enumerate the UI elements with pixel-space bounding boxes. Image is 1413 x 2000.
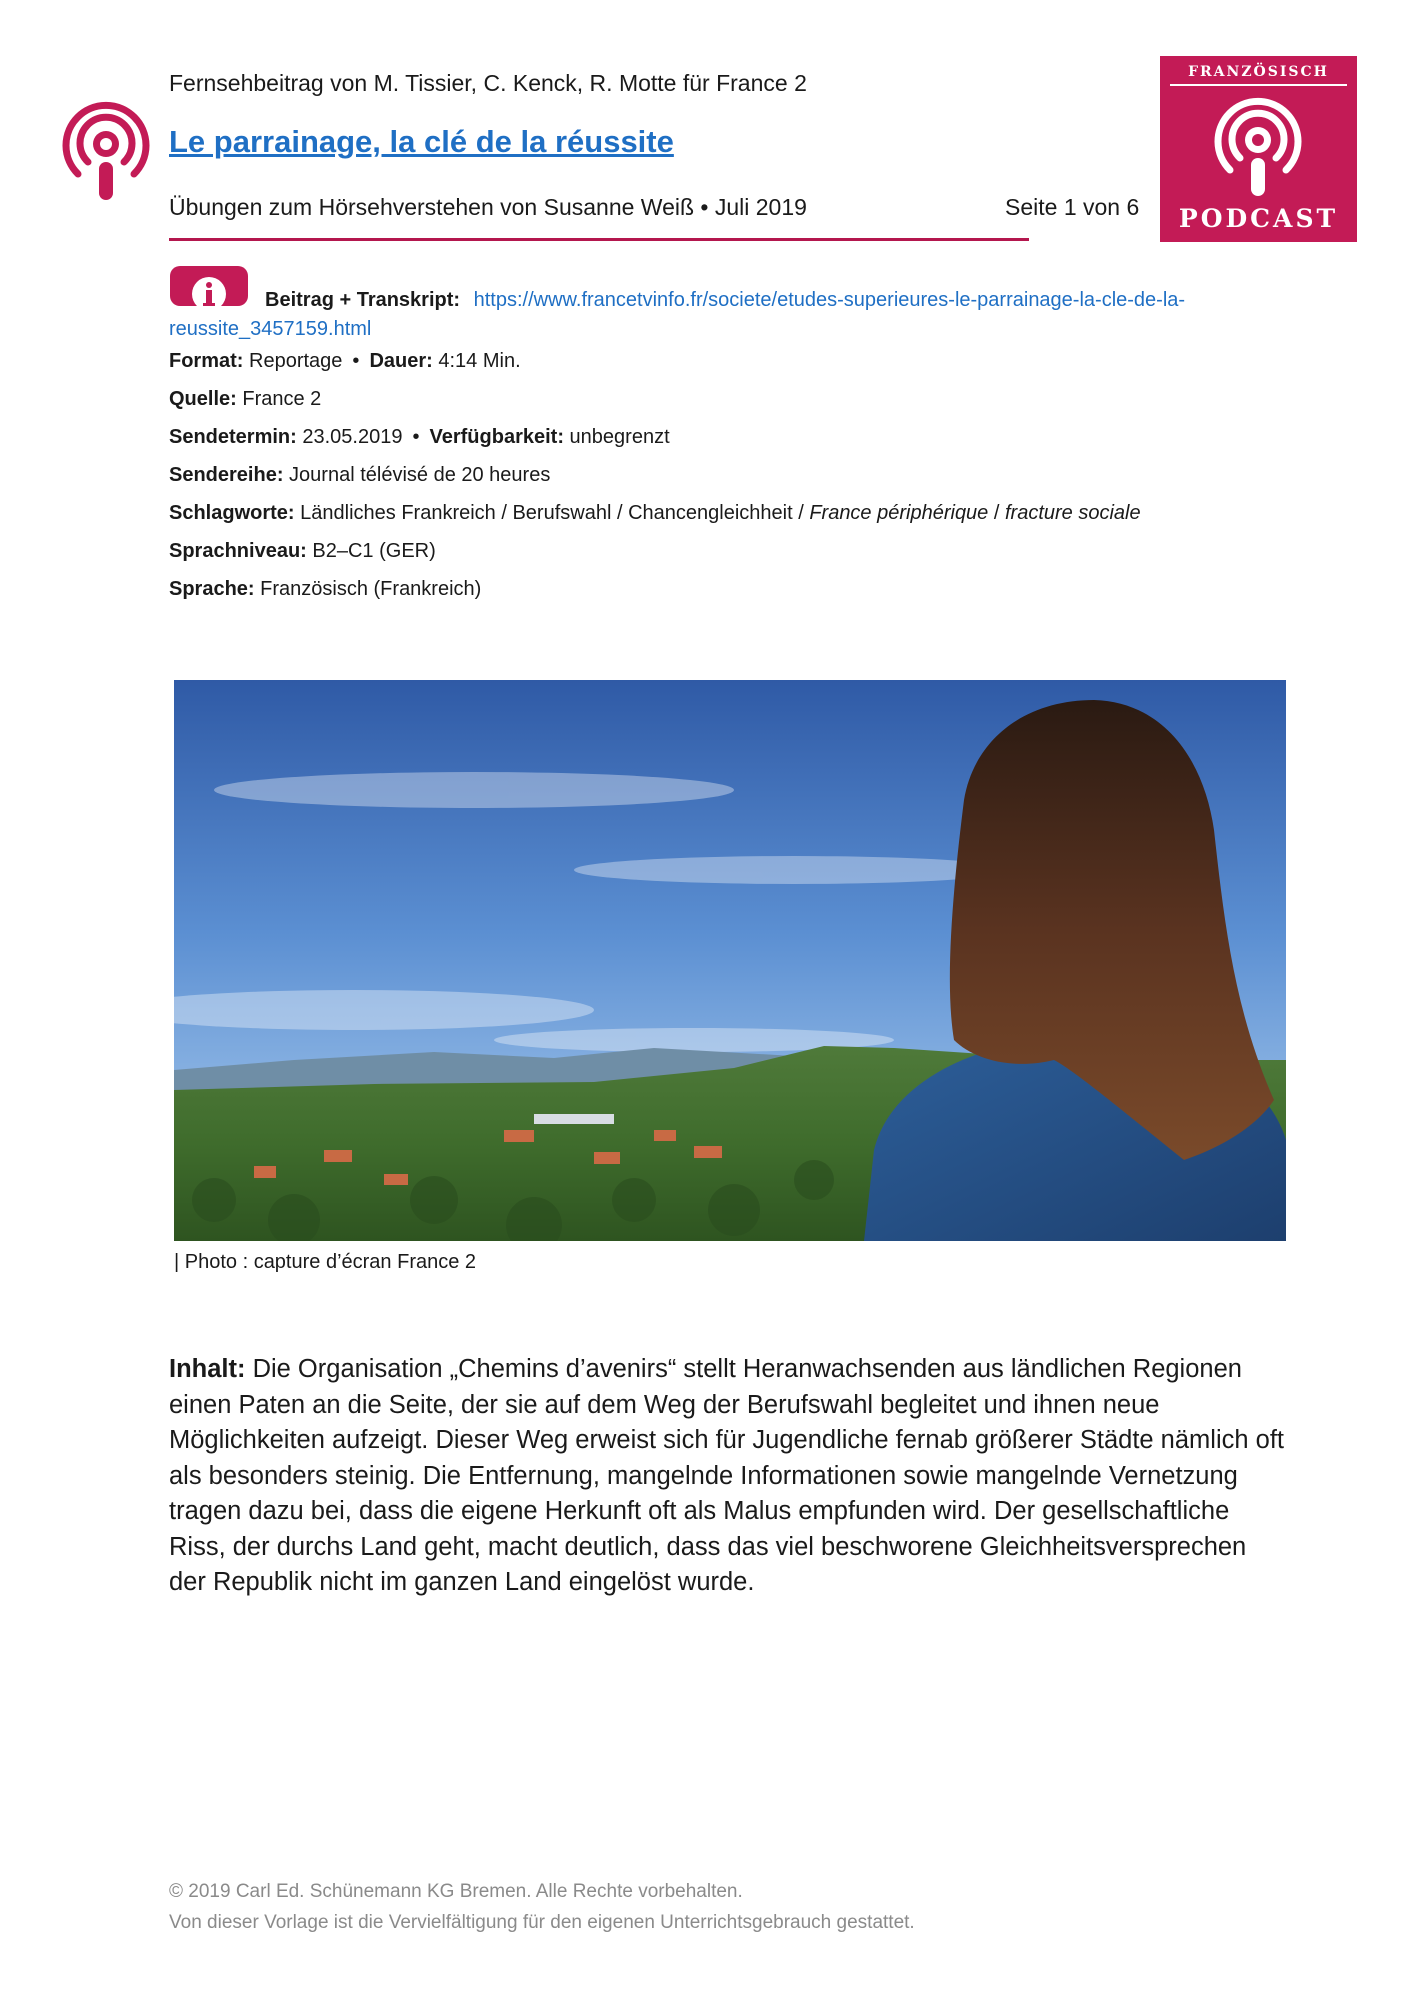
footer-license: Von dieser Vorlage ist die Vervielfältigung für den eigenen Unterrichtsgebrauch gestattet.	[169, 1912, 915, 1933]
meta-bullet: •	[412, 426, 420, 448]
podcast-icon	[1212, 96, 1304, 200]
meta-series-value: Journal télévisé de 20 heures	[289, 464, 551, 486]
meta-keywords-plain: Ländliches Frankreich / Berufswahl / Chancengleichheit /	[300, 502, 810, 524]
badge-top-label: FRANZÖSISCH	[1188, 64, 1329, 80]
info-icon	[170, 266, 248, 312]
transcript-link-continued[interactable]: reussite_3457159.html	[169, 318, 372, 340]
meta-duration-value: 4:14 Min.	[438, 350, 521, 372]
meta-broadcast-row	[169, 424, 670, 450]
meta-series-row	[169, 462, 550, 488]
meta-availability-label: Verfügbarkeit:	[429, 426, 564, 448]
podcast-icon	[60, 100, 152, 204]
badge-divider	[1170, 84, 1347, 86]
meta-level-row	[169, 538, 436, 564]
meta-language-label: Sprache:	[169, 578, 255, 600]
meta-duration-label: Dauer:	[369, 350, 433, 372]
badge-bottom-label: PODCAST	[1178, 204, 1339, 233]
meta-format-row	[169, 348, 521, 374]
page-title-link[interactable]: Le parrainage, la clé de la réussite	[169, 124, 674, 159]
footer-copyright: © 2019 Carl Ed. Schünemann KG Bremen. Alle Rechte vorbehalten.	[169, 1881, 743, 1902]
meta-keywords-separator: /	[988, 502, 1005, 524]
meta-keyword-italic: fracture sociale	[1004, 502, 1141, 524]
meta-broadcast-label: Sendetermin:	[169, 426, 297, 448]
exercise-subtitle: Übungen zum Hörsehverstehen von Susanne Weiß • Juli 2019	[169, 194, 807, 220]
header-divider	[169, 238, 1029, 241]
meta-keywords-row	[169, 500, 1141, 526]
meta-keyword-italic: France périphérique	[809, 502, 989, 524]
meta-source-row	[169, 386, 321, 412]
meta-link-label: Beitrag + Transkript:	[265, 289, 461, 311]
transcript-link[interactable]: https://www.francetvinfo.fr/societe/etudes-superieures-le-parrainage-la-cle-de-la-	[473, 289, 1186, 311]
photo-caption: | Photo : capture d’écran France 2	[174, 1251, 477, 1273]
meta-format-label: Format:	[169, 350, 244, 372]
meta-format-value: Reportage	[249, 350, 343, 372]
meta-series-label: Sendereihe:	[169, 464, 284, 486]
podcast-badge-logo	[1160, 56, 1357, 242]
page-indicator: Seite 1 von 6	[1005, 194, 1140, 220]
meta-language-value: Französisch (Frankreich)	[260, 578, 482, 600]
meta-bullet: •	[352, 350, 360, 372]
content-label: Inhalt:	[169, 1355, 246, 1383]
content-text: Die Organisation „Chemins d’avenirs“ stellt Heranwachsenden aus ländlichen Regionen einen Paten an die Seite, der sie auf dem Weg der Berufswahl begleitet und ihnen neue Möglichkeiten aufzeigt. Dieser Weg erweist sich für Jugendliche fernab größerer Städte nämlich oft als besonders steinig. Die Entfernung, mangelnde Informationen sowie mangelnde Vernetzung tragen dazu bei, dass die eigene Herkunft oft als Malus empfunden wird. Der gesellschaftliche Riss, der durchs Land geht, macht deutlich, dass das viel beschworene Gleichheitsversprechen der Republik nicht im ganzen Land eingelöst wurde.	[169, 1355, 1284, 1596]
meta-link-row	[265, 289, 1185, 312]
meta-language-row	[169, 576, 481, 602]
content-summary	[169, 1352, 1284, 1601]
landscape-photo	[174, 680, 1286, 1241]
meta-level-value: B2–C1 (GER)	[312, 540, 436, 562]
meta-level-label: Sprachniveau:	[169, 540, 307, 562]
meta-availability-value: unbegrenzt	[569, 426, 670, 448]
meta-broadcast-value: 23.05.2019	[302, 426, 403, 448]
meta-source-value: France 2	[242, 388, 322, 410]
meta-source-label: Quelle:	[169, 388, 237, 410]
author-credit: Fernsehbeitrag von M. Tissier, C. Kenck, R. Motte für France 2	[169, 70, 807, 96]
meta-keywords-label: Schlagworte:	[169, 502, 295, 524]
